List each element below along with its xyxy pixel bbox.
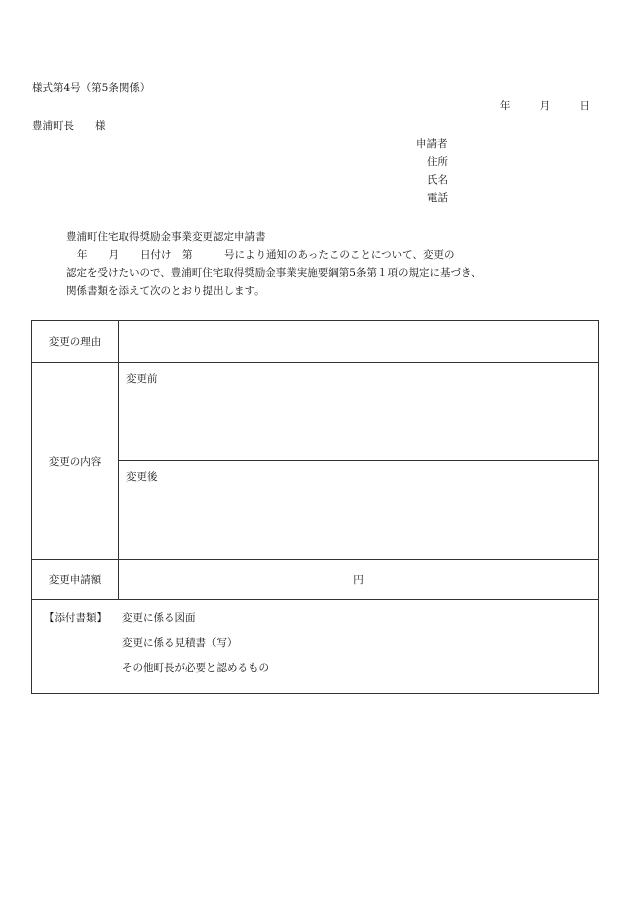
attachment-item: 変更に係る図面 — [122, 612, 196, 624]
application-table — [31, 320, 599, 694]
document-title: 豊浦町住宅取得奨励金事業変更認定申請書 — [66, 231, 266, 243]
before-label: 変更前 — [126, 373, 158, 385]
before-cell[interactable] — [119, 363, 599, 461]
attachments-label: 【添付書類】 — [44, 612, 107, 624]
applicant-address-label: 住所 — [427, 156, 448, 168]
amount-label: 変更申請額 — [32, 560, 119, 600]
amount-unit: 円 — [353, 574, 364, 586]
content-label: 変更の内容 — [32, 363, 119, 560]
date-year: 年 — [499, 100, 511, 112]
date-month: 月 — [539, 100, 551, 112]
amount-row — [32, 560, 599, 600]
recipient: 豊浦町長 様 — [32, 120, 106, 132]
applicant-title: 申請者 — [416, 138, 448, 150]
applicant-name-label: 氏名 — [427, 174, 448, 186]
after-label: 変更後 — [126, 471, 158, 483]
amount-value[interactable] — [119, 560, 599, 600]
reason-value[interactable] — [119, 321, 599, 363]
body-line-2: 認定を受けたいので、豊浦町住宅取得奨励金事業実施要綱第5条第１項の規定に基づき、 — [66, 267, 482, 279]
attachments-row — [32, 600, 599, 694]
attachment-item: その他町長が必要と認めるもの — [122, 662, 269, 674]
date-line — [474, 101, 590, 112]
applicant-block — [416, 139, 448, 211]
body-line-1: 年 月 日付け 第 号により通知のあったこのことについて、変更の — [77, 249, 455, 261]
content-before-row — [32, 363, 599, 461]
attachment-item: 変更に係る見積書（写） — [122, 637, 238, 649]
reason-label: 変更の理由 — [32, 321, 119, 363]
body-block — [66, 232, 482, 304]
attachments-cell — [32, 600, 599, 694]
reason-row — [32, 321, 599, 363]
form-number: 様式第4号（第5条関係） — [32, 82, 151, 94]
after-cell[interactable] — [119, 461, 599, 560]
applicant-phone-label: 電話 — [427, 192, 448, 204]
date-day: 日 — [579, 100, 590, 112]
body-line-3: 関係書類を添えて次のとおり提出します。 — [66, 285, 265, 297]
